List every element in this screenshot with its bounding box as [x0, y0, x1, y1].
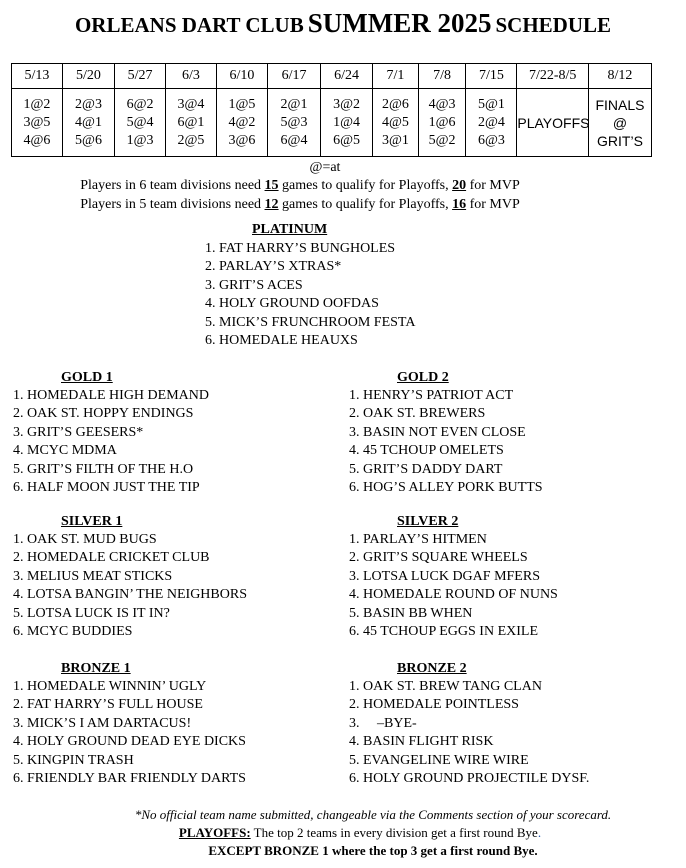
- division-title-bronze-2: BRONZE 2: [397, 661, 467, 676]
- games-cell: [373, 89, 419, 157]
- matchup: 5@3: [280, 114, 308, 130]
- five-team-requirement: [0, 197, 600, 213]
- date-cell: 6/3: [166, 64, 217, 89]
- games-cell: [418, 89, 466, 157]
- date-cell: 5/13: [12, 64, 63, 89]
- team-item: 3. MELIUS MEAT STICKS: [13, 568, 173, 584]
- team-item: 1. OAK ST. BREW TANG CLAN: [349, 679, 542, 694]
- note-text: Players in 5 team divisions need: [80, 197, 265, 212]
- team-item: 2. PARLAY’S XTRAS*: [205, 259, 342, 275]
- team-list-platinum: [205, 240, 415, 350]
- team-item: 2. GRIT’S SQUARE WHEELS: [349, 550, 528, 566]
- games-cell: [166, 89, 217, 157]
- team-list-gold-2: [349, 387, 543, 497]
- team-item: 2. OAK ST. HOPPY ENDINGS: [13, 406, 194, 422]
- matchup: 3@2: [333, 96, 361, 112]
- team-item: 2. OAK ST. BREWERS: [349, 406, 486, 422]
- mvp-games: 16: [452, 197, 467, 212]
- playoffs-cell: PLAYOFFS: [517, 89, 589, 157]
- matchup: 4@6: [23, 132, 51, 148]
- page-title: [0, 8, 686, 39]
- title-season: SUMMER 2025: [307, 8, 492, 38]
- games-cell: [466, 89, 517, 157]
- team-item: 6. 45 TCHOUP EGGS IN EXILE: [349, 624, 538, 640]
- team-item: 6. HOLY GROUND PROJECTILE DYSF.: [349, 771, 590, 787]
- team-item: 4. BASIN FLIGHT RISK: [349, 734, 494, 750]
- team-item: 6. FRIENDLY BAR FRIENDLY DARTS: [13, 771, 246, 787]
- division-title-bronze-1: BRONZE 1: [61, 661, 131, 676]
- team-item: 5. KINGPIN TRASH: [13, 752, 134, 768]
- footnote-no-team-name: *No official team name submitted, changeable via the Comments section of your scorecard.: [134, 807, 612, 822]
- team-item: 4. HOMEDALE ROUND OF NUNS: [349, 587, 558, 603]
- note-text: games to qualify for Playoffs,: [278, 178, 453, 193]
- team-item: 5. GRIT’S DADDY DART: [349, 461, 503, 477]
- matchup: 4@5: [381, 114, 409, 130]
- matchup: 6@2: [126, 96, 154, 112]
- matchup: 1@4: [333, 114, 361, 130]
- matchup: 4@3: [428, 96, 456, 112]
- team-item: 5. EVANGELINE WIRE WIRE: [349, 752, 529, 768]
- games-cell: [62, 89, 114, 157]
- matchup: 1@2: [23, 96, 51, 112]
- finals-cell: [588, 89, 651, 157]
- note-text: Players in 6 team divisions need: [80, 178, 265, 193]
- team-item: 3. GRIT’S ACES: [205, 277, 303, 293]
- team-item: 3. MICK’S I AM DARTACUS!: [13, 715, 192, 731]
- playoffs-note: [0, 825, 686, 841]
- team-list-silver-2: [349, 531, 558, 641]
- matchup: 4@1: [75, 114, 102, 130]
- playoffs-text: The top 2 teams in every division get a first round Bye: [250, 825, 538, 840]
- six-team-requirement: [0, 178, 600, 194]
- matchup: 3@4: [177, 96, 205, 112]
- team-item: 4. LOTSA BANGIN’ THE NEIGHBORS: [13, 587, 247, 603]
- note-text: for MVP: [466, 197, 520, 212]
- team-item: 2. HOMEDALE CRICKET CLUB: [13, 550, 210, 566]
- team-item: 4. 45 TCHOUP OMELETS: [349, 443, 504, 459]
- matchup: 2@3: [75, 96, 102, 112]
- bronze-exception-note: EXCEPT BRONZE 1 where the top 3 get a first round Bye.: [208, 843, 538, 858]
- games-cell: [12, 89, 63, 157]
- qualify-games: 15: [264, 178, 279, 193]
- team-item: 1. OAK ST. MUD BUGS: [13, 532, 157, 547]
- date-row: [12, 64, 652, 89]
- date-cell: 7/22-8/5: [517, 64, 589, 89]
- matchup: 4@2: [228, 114, 256, 130]
- division-title-gold-1: GOLD 1: [61, 370, 113, 385]
- team-item: 5. GRIT’S FILTH OF THE H.O: [13, 461, 194, 477]
- date-cell: 6/17: [267, 64, 320, 89]
- date-cell: 7/8: [418, 64, 466, 89]
- matchup: 3@1: [381, 132, 409, 148]
- matchup: 1@3: [126, 132, 154, 148]
- team-item: 2. HOMEDALE POINTLESS: [349, 697, 519, 713]
- matchup: 5@1: [477, 96, 505, 112]
- finals-label: FINALS: [595, 96, 645, 113]
- date-cell: 6/24: [321, 64, 373, 89]
- matchup: 1@5: [228, 96, 256, 112]
- schedule-table: [11, 63, 652, 157]
- note-text: games to qualify for Playoffs,: [278, 197, 453, 212]
- matchup: 6@3: [477, 132, 505, 148]
- matchup: 2@5: [177, 132, 205, 148]
- note-text: for MVP: [466, 178, 520, 193]
- at-legend: @=at: [309, 160, 341, 175]
- team-item: 1. HENRY’S PATRIOT ACT: [349, 388, 514, 403]
- team-item: 1. PARLAY’S HITMEN: [349, 532, 487, 547]
- title-club: ORLEANS DART CLUB: [74, 13, 304, 37]
- team-item: 4. HOLY GROUND DEAD EYE DICKS: [13, 734, 246, 750]
- title-schedule: SCHEDULE: [495, 13, 612, 37]
- matchup: 5@6: [75, 132, 102, 148]
- finals-venue: GRIT’S: [597, 132, 643, 149]
- team-item: 5. MICK’S FRUNCHROOM FESTA: [205, 314, 416, 330]
- team-list-gold-1: [13, 387, 209, 497]
- date-cell: 8/12: [588, 64, 651, 89]
- team-item: 1. HOMEDALE WINNIN’ UGLY: [13, 679, 207, 694]
- team-item: 3. BASIN NOT EVEN CLOSE: [349, 424, 526, 440]
- matchup: 3@5: [23, 114, 51, 130]
- date-cell: 5/20: [62, 64, 114, 89]
- games-row: [12, 89, 652, 157]
- matchup: 3@6: [228, 132, 256, 148]
- team-item: 6. HALF MOON JUST THE TIP: [13, 480, 200, 496]
- matchup: 6@1: [177, 114, 205, 130]
- team-list-bronze-1: [13, 678, 246, 788]
- team-item: 1. HOMEDALE HIGH DEMAND: [13, 388, 209, 403]
- team-list-bronze-2: [349, 678, 589, 788]
- games-cell: [321, 89, 373, 157]
- date-cell: 5/27: [115, 64, 166, 89]
- division-title-silver-1: SILVER 1: [61, 514, 123, 529]
- team-item: 4. MCYC MDMA: [13, 443, 117, 459]
- games-cell: [115, 89, 166, 157]
- finals-at: @: [612, 114, 628, 131]
- date-cell: 7/15: [466, 64, 517, 89]
- matchup: 5@4: [126, 114, 154, 130]
- matchup: 1@6: [428, 114, 456, 130]
- team-item: 2. FAT HARRY’S FULL HOUSE: [13, 697, 203, 713]
- division-title-silver-2: SILVER 2: [397, 514, 459, 529]
- matchup: 6@5: [333, 132, 361, 148]
- team-item: 5. BASIN BB WHEN: [349, 605, 473, 621]
- matchup: 2@6: [381, 96, 409, 112]
- team-item: 5. LOTSA LUCK IS IT IN?: [13, 605, 170, 621]
- mvp-games: 20: [452, 178, 467, 193]
- team-list-silver-1: [13, 531, 247, 641]
- qualify-games: 12: [264, 197, 279, 212]
- team-item: 6. HOMEDALE HEAUXS: [205, 333, 358, 349]
- team-item: 4. HOLY GROUND OOFDAS: [205, 296, 379, 312]
- division-title-gold-2: GOLD 2: [397, 370, 449, 385]
- matchup: 2@1: [280, 96, 308, 112]
- division-title-platinum: PLATINUM: [252, 222, 328, 237]
- matchup: 6@4: [280, 132, 308, 148]
- games-cell: [216, 89, 267, 157]
- matchup: 2@4: [477, 114, 505, 130]
- team-item: 6. MCYC BUDDIES: [13, 624, 133, 640]
- team-item: 3. –BYE-: [349, 715, 417, 731]
- playoffs-label: PLAYOFFS:: [178, 825, 251, 840]
- team-item: 3. GRIT’S GEESERS*: [13, 424, 144, 440]
- team-item: 3. LOTSA LUCK DGAF MFERS: [349, 568, 540, 584]
- team-item: 1. FAT HARRY’S BUNGHOLES: [205, 241, 396, 256]
- date-cell: 6/10: [216, 64, 267, 89]
- matchup: 5@2: [428, 132, 456, 148]
- games-cell: [267, 89, 320, 157]
- playoffs-dot: .: [537, 825, 542, 840]
- date-cell: 7/1: [373, 64, 419, 89]
- team-item: 6. HOG’S ALLEY PORK BUTTS: [349, 480, 543, 496]
